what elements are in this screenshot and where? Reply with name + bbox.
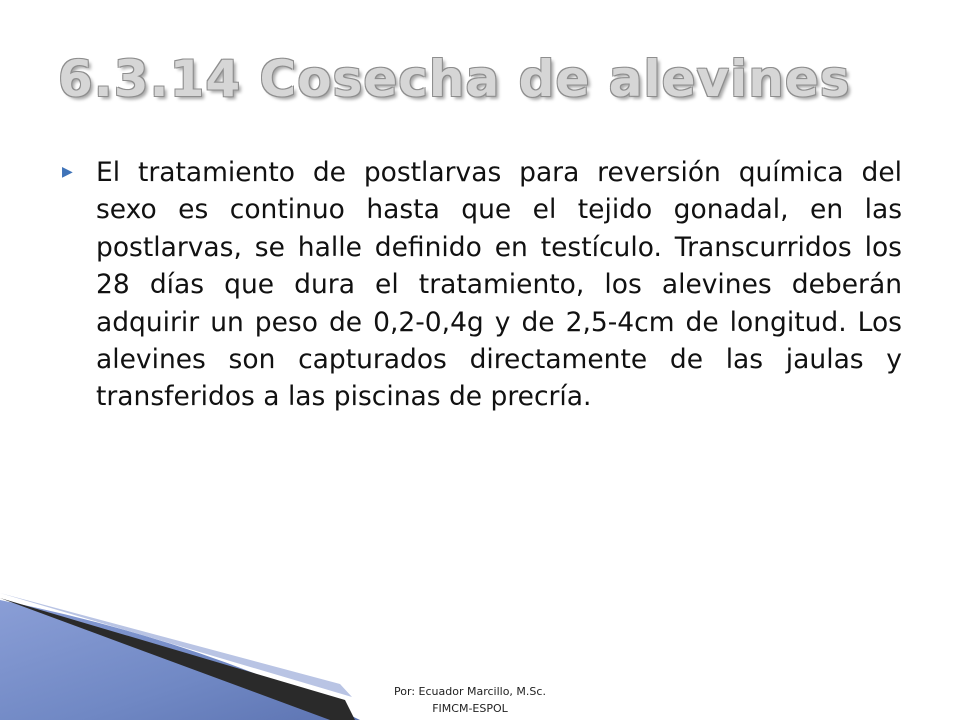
- bullet-text: El tratamiento de postlarvas para reversión química del sexo es continuo hasta que el tejido gonadal, en las postlarvas, se halle definido en testículo. Transcurridos los 28 días que dura el tratamiento, los alevines deberán adquirir un peso de 0,2-0,4g y de 2,5-4cm de longitud. Los alevines son capturados directamente de las jaulas y transferidos a las piscinas de precría.: [96, 157, 902, 413]
- footer-institution: FIMCM-ESPOL: [432, 702, 508, 715]
- footer-author: Por: Ecuador Marcillo, M.Sc.: [394, 685, 546, 698]
- footer-credit: [350, 683, 590, 717]
- triangle-right-bullet-icon: ▶: [62, 164, 73, 180]
- bullet-list: [62, 154, 902, 416]
- bullet-item: [62, 154, 902, 416]
- slide-title: 6.3.14 Cosecha de alevines: [58, 50, 851, 108]
